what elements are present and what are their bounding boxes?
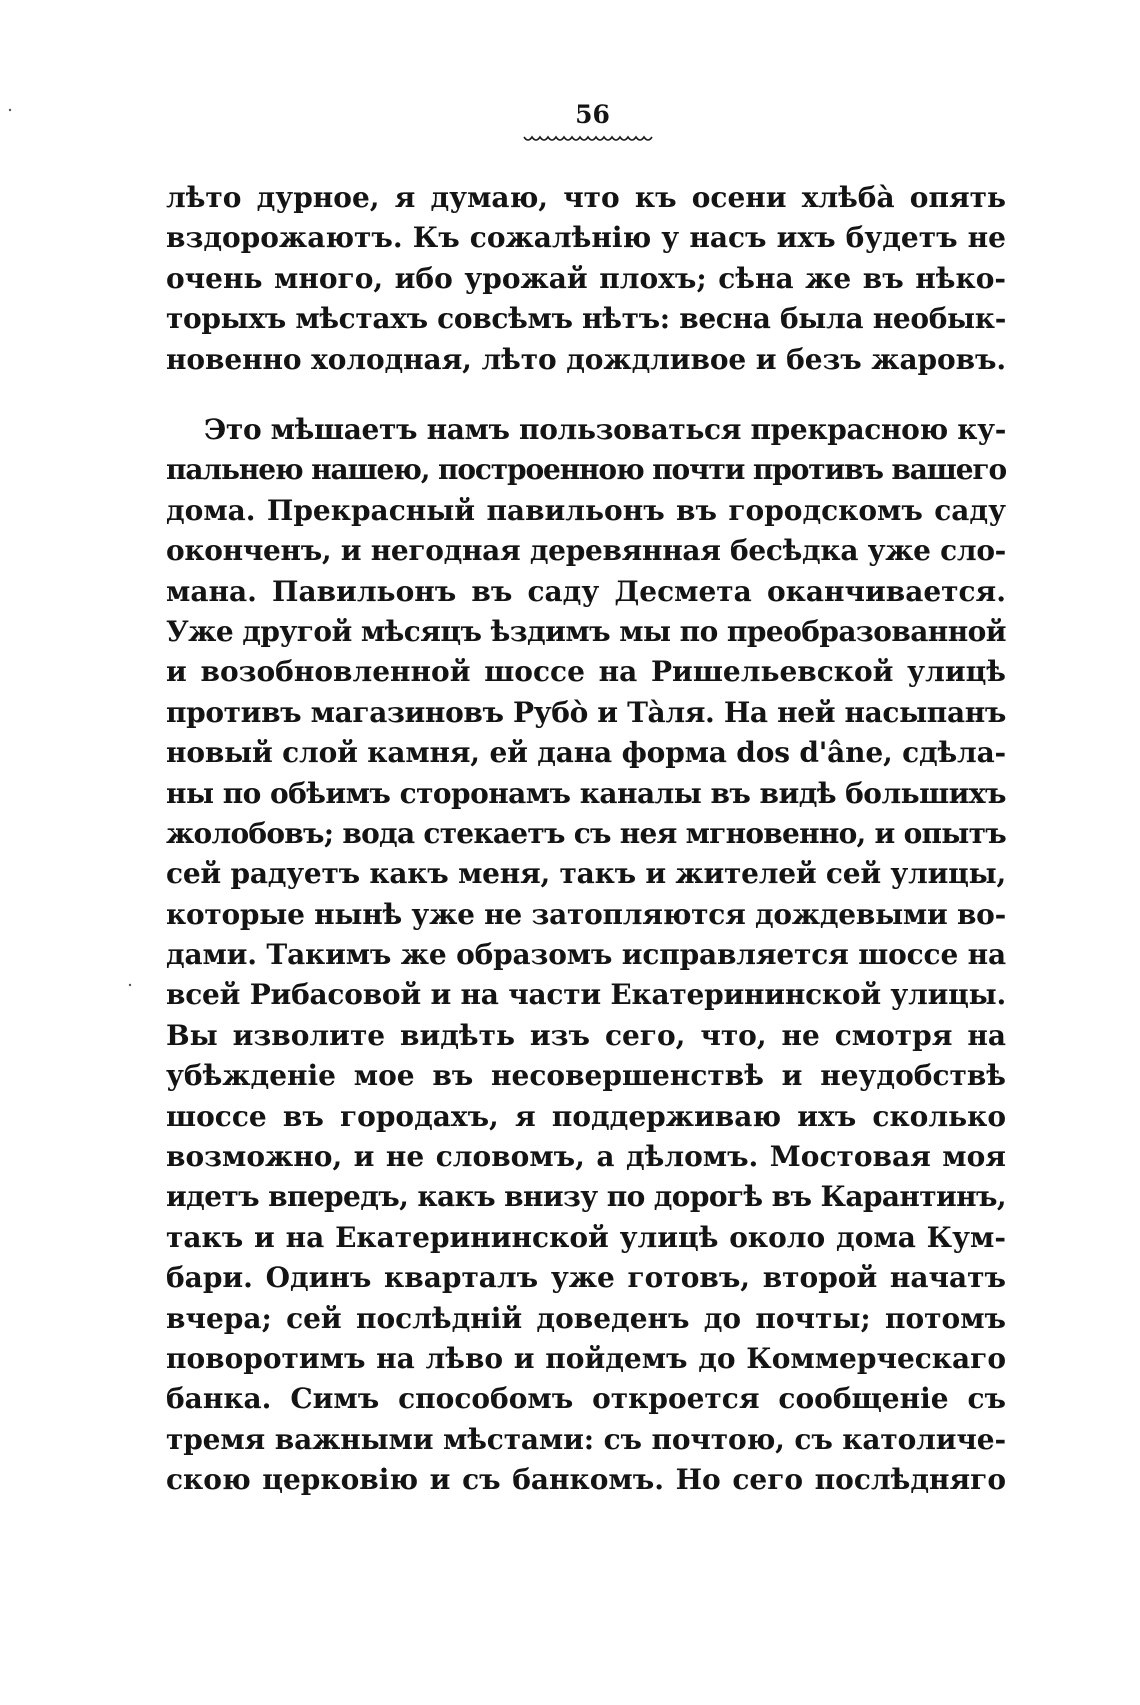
text-line: поворотимъ на лѣво и пойдемъ до Коммерческаго: [166, 1341, 1006, 1375]
text-line: всей Рибасовой и на части Екатерининской улицы.: [166, 978, 1006, 1012]
text-line: Это мѣшаетъ намъ пользоваться прекрасною ку-: [204, 413, 1007, 446]
text-line: противъ магазиновъ Рубò и Тàля. На ней насыпанъ: [166, 695, 1006, 729]
text-line: дома. Прекрасный павильонъ въ городскомъ саду: [166, 493, 1006, 527]
text-line: идетъ впередъ, какъ внизу по дорогѣ въ Карантинъ,: [166, 1180, 1006, 1214]
text-line: вздорожаютъ. Къ сожалѣнію у насъ ихъ будетъ не: [166, 221, 1006, 255]
page-number: 56: [575, 100, 610, 129]
text-line: возможно, и не словомъ, а дѣломъ. Мостовая моя: [166, 1140, 1006, 1174]
text-line: торыхъ мѣстахъ совсѣмъ нѣтъ: весна была необык-: [166, 302, 1006, 336]
text-line: убѣжденіе мое въ несовершенствѣ и неудобствѣ: [166, 1059, 1006, 1093]
text-line: очень много, ибо урожай плохъ; сѣна же въ нѣко-: [166, 261, 1006, 295]
text-line: сей радуетъ какъ меня, такъ и жителей сей улицы,: [166, 857, 1006, 891]
text-line: и возобновленной шоссе на Ришельевской улицѣ: [166, 655, 1006, 689]
text-line: новый слой камня, ей дана форма dos d'âne, сдѣла-: [166, 736, 1006, 770]
text-line: дами. Такимъ же образомъ исправляется шоссе на: [166, 938, 1006, 972]
text-line: лѣто дурное, я думаю, что къ осени хлѣбà опять: [166, 181, 1006, 214]
text-line: жолобовъ; вода стекаетъ съ нея мгновенно, и опытъ: [166, 816, 1006, 850]
text-line: пальнею нашею, построенною почти противъ вашего: [166, 453, 1006, 487]
text-line: такъ и на Екатерининской улицѣ около дома Кум-: [166, 1220, 1006, 1254]
text-line: банка. Симъ способомъ откроется сообщеніе съ: [166, 1382, 1006, 1416]
text-line: скою церковію и съ банкомъ. Но сего послѣдняго: [166, 1463, 1006, 1497]
text-line: бари. Одинъ кварталъ уже готовъ, второй начатъ: [166, 1261, 1006, 1295]
text-line: которые нынѣ уже не затопляются дождевыми во-: [166, 897, 1006, 931]
text-line: Уже другой мѣсяцъ ѣздимъ мы по преобразованной: [166, 614, 1006, 648]
text-line: новенно холодная, лѣто дождливое и безъ жаровъ.: [166, 342, 1006, 376]
text-line: тремя важными мѣстами: съ почтою, съ католиче-: [166, 1422, 1006, 1456]
text-line: оконченъ, и негодная деревянная бесѣдка уже сло-: [166, 534, 1007, 568]
text-line: вчера; сей послѣдній доведенъ до почты; потомъ: [166, 1301, 1006, 1335]
text-line: ны по обѣимъ сторонамъ каналы въ видѣ большихъ: [166, 776, 1006, 810]
text-line: мана. Павильонъ въ саду Десмета оканчивается.: [166, 574, 1006, 608]
text-line: Вы изволите видѣть изъ сего, что, не смотря на: [166, 1018, 1006, 1052]
text-line: шоссе въ городахъ, я поддерживаю ихъ сколько: [166, 1099, 1006, 1133]
